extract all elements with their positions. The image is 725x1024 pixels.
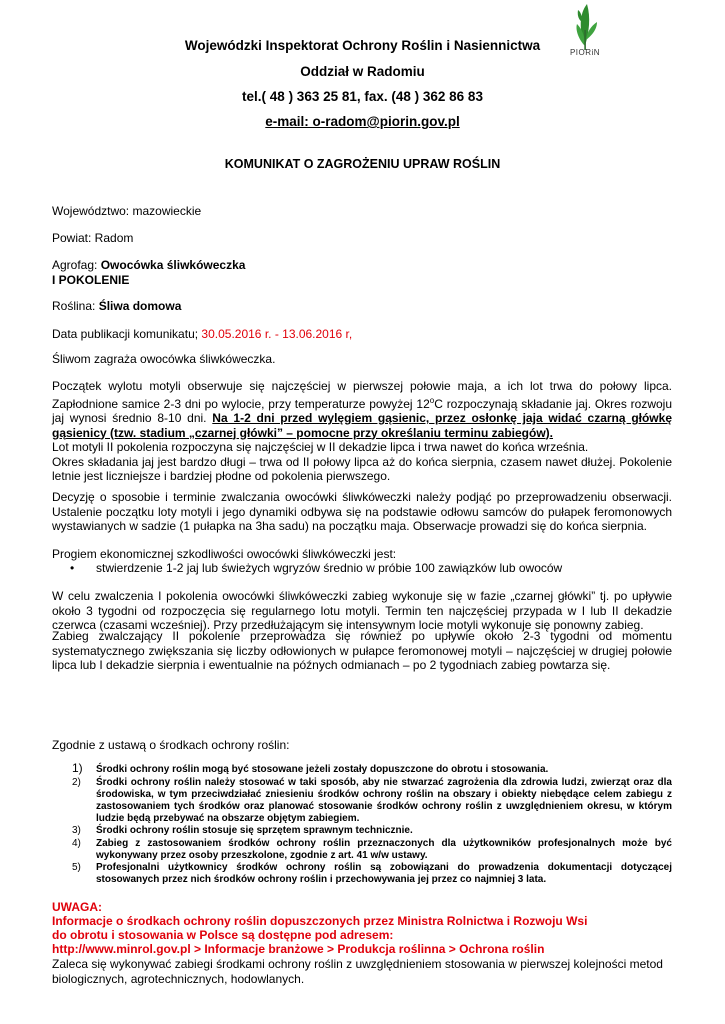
law-item bbox=[72, 761, 672, 776]
p1-part-b: C rozpoczynają składanie jaj. Okres rozwoju jaj wynosi średnio 8-10 dni. bbox=[52, 396, 673, 425]
law-item-text: Środki ochrony roślin mogą być stosowane jeżeli zostały dopuszczone do obrotu i stosowania. bbox=[96, 764, 549, 775]
paragraph-generation-2: Zabieg zwalczający II pokolenie przeprowadza się również po upływie około 2-3 tygodni od momentu systematycznego zwiększania się liczby odłowionych w pułapce feromonowej motyli – najczęściej w drugiej połowie lipca lub I dekadzie sierpnia i ewentualnie na późnych odmianach – po 2 tygodniach zabieg powtarza się. bbox=[52, 629, 672, 672]
law-item-text: Zabieg z zastosowaniem środków ochrony roślin przeznaczonych dla użytkowników profesjonalnych może być wykonywany przez osoby przeszkolone, zgodnie z art. 41 w/w ustawy. bbox=[96, 837, 672, 861]
law-item-number: 2) bbox=[72, 776, 81, 788]
law-item-number: 4) bbox=[72, 837, 81, 849]
logo-text: PIORiN bbox=[569, 48, 601, 57]
law-item-number: 3) bbox=[72, 825, 81, 836]
header-phone: tel.( 48 ) 363 25 81, fax. (48 ) 362 86 83 bbox=[242, 89, 483, 104]
field-powiat: Powiat: Radom bbox=[52, 231, 134, 245]
field-agrofag bbox=[52, 258, 672, 287]
threshold-list-item bbox=[70, 561, 660, 576]
law-item bbox=[72, 838, 672, 862]
page-title: KOMUNIKAT O ZAGROŻENIU UPRAW ROŚLIN bbox=[224, 157, 501, 171]
header-email[interactable] bbox=[0, 114, 725, 129]
degree-sup: o bbox=[429, 395, 435, 405]
uwaga-block bbox=[52, 900, 692, 956]
paragraph-biology bbox=[52, 379, 672, 484]
law-item bbox=[72, 777, 672, 825]
p1-black-head-stage: Na 1-2 dni przed wylęgiem gąsienic, przez osłonkę jaja widać czarną główkę gąsienicy (tzw. stadium „czarnej główki” – pomocne przy określaniu terminu zabiegów). bbox=[52, 411, 672, 440]
law-list bbox=[72, 761, 672, 887]
p1-part-d: Okres składania jaj jest bardzo długi – trwa od II połowy lipca aż do końca sierpnia, czasem nawet dłużej. Pokolenie letnie jest liczniejsze i bardziej płodne od pokolenia pierwszego. bbox=[52, 454, 672, 483]
p1-part-a: Początek wylotu motyli obserwuje się najczęściej w pierwszej połowie maja, a ich lot trwa do połowy lipca. Zapłodnione samice 2-3 dni po wylocie, przy temperaturze powyżej 12 bbox=[52, 379, 672, 411]
law-item-text: Środki ochrony roślin stosuje się sprzętem sprawnym technicznie. bbox=[96, 825, 413, 836]
bullet-icon: • bbox=[70, 561, 75, 575]
law-item bbox=[72, 862, 672, 886]
law-item-number: 5) bbox=[72, 862, 81, 873]
field-data-publikacji bbox=[52, 327, 672, 342]
uwaga-line-2: do obrotu i stosowania w Polsce są dostępne pod adresem: bbox=[52, 928, 394, 942]
law-intro: Zgodnie z ustawą o środkach ochrony roślin: bbox=[52, 738, 290, 752]
law-item-text: Profesjonalni użytkownicy środków ochrony roślin są zobowiązani do prowadzenia dokumentacji dotyczącej stosowanych przez nich środków ochrony roślin i przechowywania jej przez co najmniej 3 lata. bbox=[96, 862, 672, 885]
law-item-text: Środki ochrony roślin należy stosować w taki sposób, aby nie stwarzać zagrożenia dla zdrowia ludzi, zwierząt oraz dla środowiska, w tym przeciwdziałać zniesieniu środków ochrony roślin na obszary i obiekty niebędące celem zabiegu z zastosowaniem tych środków oraz planować stosowanie środków ochrony roślin z uwzględnieniem okresu, w którym ludzie będą przebywać na obszarze objętym zabiegiem. bbox=[96, 776, 672, 824]
uwaga-title: UWAGA: bbox=[52, 900, 102, 914]
paragraph-observation: Decyzję o sposobie i terminie zwalczania owocówki śliwkóweczki należy podjąć po przeprowadzeniu obserwacji. Ustalenie początku loty motyli i jego dynamiki odbywa się na podstawie odłowu samców do pułapek feromonowych wystawianych w sadzie (1 pułapka na 3ha sadu) na początku maja. Obserwacje prowadzi się do końca sierpnia. bbox=[52, 490, 672, 533]
roslina-label: Roślina: bbox=[52, 299, 99, 313]
intro-text: Śliwom zagraża owocówka śliwkóweczka. bbox=[52, 352, 276, 366]
uwaga-note: Zaleca się wykonywać zabiegi środkami ochrony roślin z uwzględnieniem stosowania w pierwszej kolejności metod biologicznych, agrotechnicznych, hodowlanych. bbox=[52, 957, 663, 986]
uwaga-line-1: Informacje o środkach ochrony roślin dopuszczonych przez Ministra Rolnictwa i Rozwoju Wsi bbox=[52, 914, 588, 928]
agrofag-value: Owocówka śliwkóweczka bbox=[100, 258, 246, 272]
paragraph-threshold: Progiem ekonomicznej szkodliwości owocówki śliwkóweczki jest: bbox=[52, 547, 397, 561]
email-link[interactable]: e-mail: o-radom@piorin.gov.pl bbox=[265, 114, 460, 129]
agrofag-generation: I POKOLENIE bbox=[52, 272, 130, 287]
data-value: 30.05.2016 r. - 13.06.2016 r, bbox=[201, 327, 353, 341]
field-roslina bbox=[52, 299, 672, 314]
law-item-number: 1) bbox=[72, 761, 83, 775]
threshold-text: stwierdzenie 1-2 jaj lub świeżych wgryzów średnio w próbie 100 zawiązków lub owoców bbox=[96, 561, 563, 575]
header-institution: Wojewódzki Inspektorat Ochrony Roślin i Nasiennictwa bbox=[184, 38, 541, 53]
data-label: Data publikacji komunikatu; bbox=[52, 327, 202, 341]
header-branch: Oddział w Radomiu bbox=[300, 64, 425, 79]
uwaga-link[interactable]: http://www.minrol.gov.pl > Informacje branżowe > Produkcja roślinna > Ochrona roślin bbox=[52, 942, 545, 956]
law-item bbox=[72, 825, 672, 837]
field-wojewodztwo: Województwo: mazowieckie bbox=[52, 204, 202, 218]
agrofag-label: Agrofag: bbox=[52, 258, 101, 272]
roslina-value: Śliwa domowa bbox=[98, 299, 182, 313]
paragraph-generation-1: W celu zwalczenia I pokolenia owocówki śliwkóweczki zabieg wykonuje się w fazie „czarnej główki” tj. po upływie około 3 tygodni od rozpoczęcia się regularnego lotu motyli. Termin ten najczęściej przypada w I lub II dekadzie czerwca (czasami wcześniej). Przy przedłużającym się intensywnym locie motyli wykonuje się ponowny zabieg. bbox=[52, 589, 672, 632]
p1-part-c: Lot motyli II pokolenia rozpoczyna się najczęściej w II dekadzie lipca i trwa nawet do końca września. bbox=[52, 440, 589, 454]
